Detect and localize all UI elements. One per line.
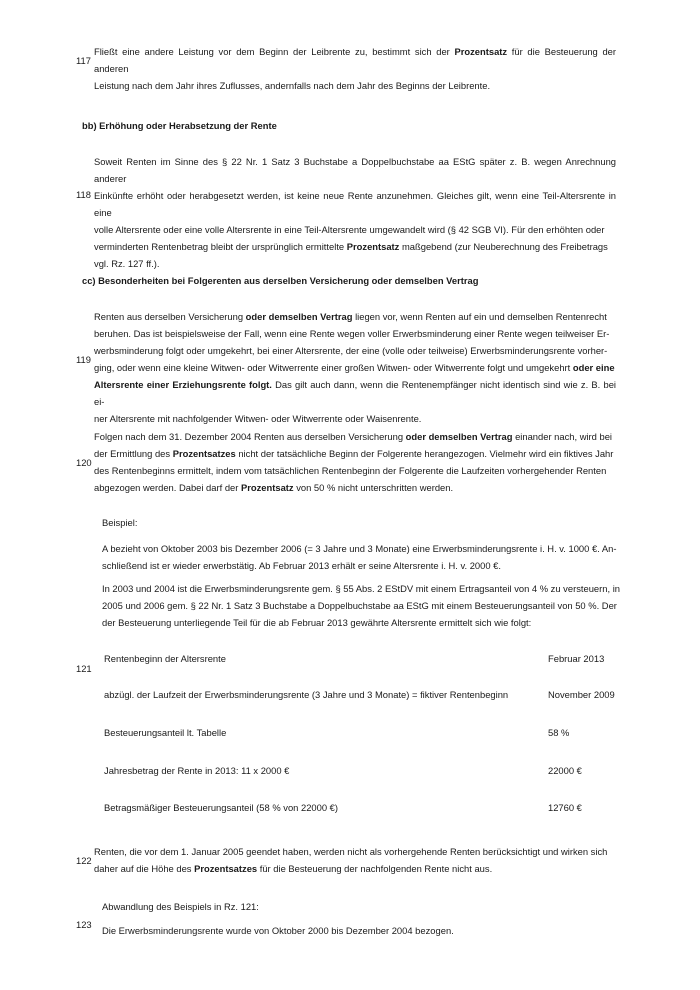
paragraph-119 — [94, 308, 616, 427]
p120-line-1: Folgen nach dem 31. Dezember 2004 Renten aus derselben Versicherung oder demselben Vertrag einander nach, wird bei — [94, 431, 613, 442]
p118-line-4: verminderten Rentenbetrag bleibt der ursprünglich ermittelte Prozentsatz maßgebend (zur Neuberechnung des Freibetrags — [94, 241, 608, 252]
example-paragraph-b — [102, 580, 622, 631]
margin-number-122: 122 — [76, 855, 92, 866]
p119-line-5: Altersrente einer Erziehungsrente folgt. Das gilt auch dann, wenn die Rentenempfänger nicht identisch sind wie z. B. bei ei- — [94, 379, 616, 407]
margin-number-117: 117 — [76, 55, 91, 66]
example-a-line-2: schließend ist er wieder erwerbstätig. Ab Februar 2013 erhält er seine Altersrente i. H. v. 2000 €. — [102, 560, 501, 571]
table-row-2-value: November 2009 — [548, 689, 615, 700]
p119-line-6: ner Altersrente mit nachfolgender Witwen- oder Witwerrente oder Waisenrente. — [94, 413, 422, 424]
p120-line-2: der Ermittlung des Prozentsatzes nicht der tatsächliche Beginn der Folgerente herangezogen. Vielmehr wird ein fiktives Jahr — [94, 448, 614, 459]
margin-number-118: 118 — [76, 189, 91, 200]
table-row-3-value: 58 % — [548, 727, 570, 738]
p118-line-5: vgl. Rz. 127 ff.). — [94, 258, 160, 269]
paragraph-122 — [94, 843, 616, 877]
paragraph-118 — [94, 153, 616, 272]
margin-number-120: 120 — [76, 457, 92, 468]
p118-line-3: volle Altersrente oder eine volle Altersrente in eine Teil-Altersrente umgewandelt wird (§ 42 SGB VI). Für den erhöhten oder — [94, 224, 605, 235]
paragraph-123-line-2: Die Erwerbsminderungsrente wurde von Oktober 2000 bis Dezember 2004 bezogen. — [102, 925, 454, 936]
heading-bb: bb) Erhöhung oder Herabsetzung der Rente — [82, 120, 277, 131]
p117-line-2: Leistung nach dem Jahr ihres Zuflusses, andernfalls nach dem Jahr des Beginns der Leibrente. — [94, 80, 491, 91]
table-row-2-label: abzügl. der Laufzeit der Erwerbsminderungsrente (3 Jahre und 3 Monate) = fiktiver Rentenbeginn — [104, 689, 509, 700]
p119-line-1: Renten aus derselben Versicherung oder demselben Vertrag liegen vor, wenn Renten auf ein und demselben Rentenrecht — [94, 311, 607, 322]
p118-line-1: Soweit Renten im Sinne des § 22 Nr. 1 Satz 3 Buchstabe a Doppelbuchstabe aa EStG später z. B. wegen Anrechnung anderer — [94, 156, 616, 184]
margin-number-123: 123 — [76, 919, 92, 930]
p119-line-2: beruhen. Das ist beispielsweise der Fall, wenn eine Rente wegen voller Erwerbsminderung einer Rente wegen teilweiser Er- — [94, 328, 610, 339]
example-paragraph-a — [102, 540, 622, 574]
example-b-line-3: der Besteuerung unterliegende Teil für die ab Februar 2013 gewährte Altersrente ermittelt sich wie folgt: — [102, 617, 532, 628]
margin-number-119: 119 — [76, 354, 91, 365]
table-row-1-label: Rentenbeginn der Altersrente — [104, 653, 226, 664]
example-label: Beispiel: — [102, 517, 138, 528]
paragraph-117 — [94, 43, 616, 94]
table-row-5-label: Betragsmäßiger Besteuerungsanteil (58 % von 22000 €) — [104, 802, 338, 813]
example-b-line-1: In 2003 und 2004 ist die Erwerbsminderungsrente gem. § 55 Abs. 2 EStDV mit einem Ertragsanteil von 4 % zu versteuern, in — [102, 583, 620, 594]
example-b-line-2: 2005 und 2006 gem. § 22 Nr. 1 Satz 3 Buchstabe a Doppelbuchstabe aa EStG mit einem Besteuerungsanteil von 50 %. Der — [102, 600, 617, 611]
paragraph-120 — [94, 428, 616, 496]
p119-line-4: ging, oder wenn eine kleine Witwen- oder Witwerrente einer großen Witwen- oder Witwerrente folgt und umgekehrt oder eine — [94, 362, 615, 373]
table-row-4-label: Jahresbetrag der Rente in 2013: 11 x 2000 € — [104, 765, 290, 776]
table-row-5-value: 12760 € — [548, 802, 582, 813]
p120-line-3: des Rentenbeginns ermittelt, indem vom tatsächlichen Rentenbeginn der Folgerente die Laufzeiten vorhergehender Renten — [94, 465, 607, 476]
paragraph-123-line-1: Abwandlung des Beispiels in Rz. 121: — [102, 901, 259, 912]
p122-line-2: daher auf die Höhe des Prozentsatzes für die Besteuerung der nachfolgenden Rente nicht aus. — [94, 863, 493, 874]
p118-line-2: Einkünfte erhöht oder herabgesetzt werden, ist keine neue Rente anzunehmen. Gleiches gilt, wenn eine Teil-Altersrente in eine — [94, 190, 616, 218]
p120-line-4: abgezogen werden. Dabei darf der Prozentsatz von 50 % nicht unterschritten werden. — [94, 482, 454, 493]
p122-line-1: Renten, die vor dem 1. Januar 2005 geendet haben, werden nicht als vorhergehende Renten berücksichtigt und wirken sich — [94, 846, 608, 857]
table-row-1-value: Februar 2013 — [548, 653, 605, 664]
table-row-3-label: Besteuerungsanteil lt. Tabelle — [104, 727, 227, 738]
p117-line-1: Fließt eine andere Leistung vor dem Beginn der Leibrente zu, bestimmt sich der Prozentsatz für die Besteuerung der anderen — [94, 46, 616, 74]
table-row-4-value: 22000 € — [548, 765, 582, 776]
example-a-line-1: A bezieht von Oktober 2003 bis Dezember 2006 (= 3 Jahre und 3 Monate) eine Erwerbsminderungsrente i. H. v. 1000 €. An- — [102, 543, 617, 554]
margin-number-121: 121 — [76, 663, 92, 674]
heading-cc: cc) Besonderheiten bei Folgerenten aus derselben Versicherung oder demselben Vertrag — [82, 275, 479, 286]
p119-line-3: werbsminderung folgt oder umgekehrt, bei einer Altersrente, der eine (volle oder teilweise) Erwerbsminderungsrente vorher- — [94, 345, 608, 356]
